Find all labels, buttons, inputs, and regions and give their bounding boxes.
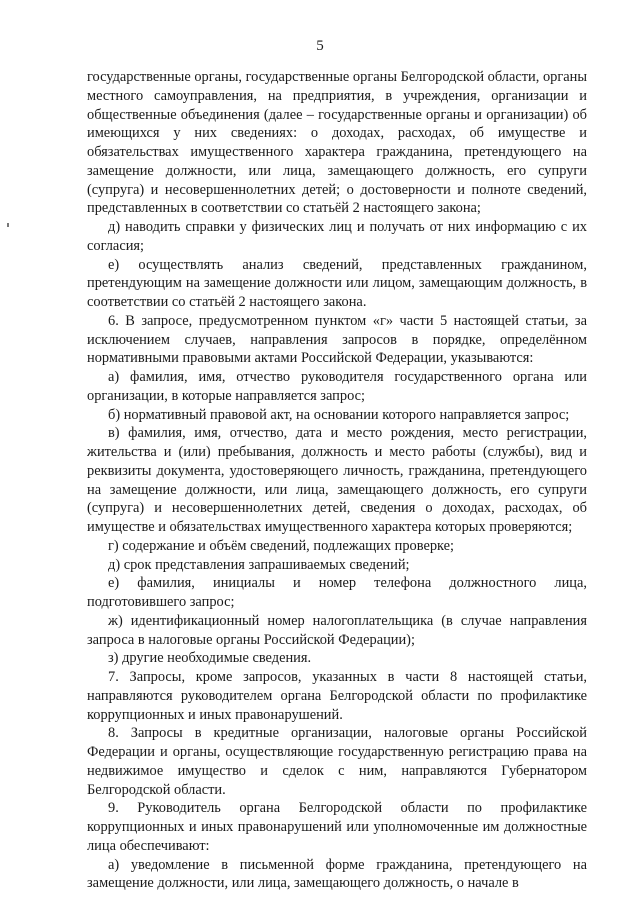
paragraph-6-g: г) содержание и объём сведений, подлежащих проверке; (108, 537, 455, 554)
paragraph-9: 9. Руководитель органа Белгородской области по профилактике коррупционных и иных правонарушений или уполномоченные им должностные лица обеспечивают: (87, 800, 587, 854)
paragraph-7: 7. Запросы, кроме запросов, указанных в части 8 настоящей статьи, направляются руководителем органа Белгородской области по профилактике коррупционных и иных правонарушений. (87, 669, 587, 723)
paragraph-6-z: з) другие необходимые сведения. (108, 650, 312, 667)
paragraph-6-e: е) фамилия, инициалы и номер телефона должностного лица, подготовившего запрос; (87, 575, 587, 610)
paragraph-6-a: а) фамилия, имя, отчество руководителя государственного органа или организации, в которые направляется запрос; (87, 369, 587, 404)
page-number: 5 (316, 38, 324, 54)
paragraph-continuation: государственные органы, государственные органы Белгородской области, органы местного самоуправления, на предприятия, в учреждения, организации и общественные объединения (далее – государственные органы и организации) об имеющихся у них сведениях: о доходах, расходах, об имуществе и обязательствах имущественного характера гражданина, претендующего на замещение должности, или лица, замещающего должность, его супруги (супруга) и несовершеннолетних детей; о достоверности и полноте сведений, представленных в соответствии со статьёй 2 настоящего закона; (87, 69, 587, 217)
paragraph-9-a: а) уведомление в письменной форме гражданина, претендующего на замещение должности, или лица, замещающего должность, о начале в (87, 856, 587, 892)
paragraph-6-d: д) срок представления запрашиваемых сведений; (108, 556, 410, 573)
margin-mark (7, 223, 9, 227)
paragraph-6: 6. В запросе, предусмотренном пунктом «г» части 5 настоящей статьи, за исключением случаев, направления запросов в порядке, определённом нормативными правовыми актами Российской Федерации, указываются: (87, 312, 587, 367)
paragraph-6-b: б) нормативный правовой акт, на основании которого направляется запрос; (108, 406, 570, 423)
paragraph-item-e: е) осуществлять анализ сведений, представленных гражданином, претендующим на замещение должности или лицом, замещающим должность, в соответствии со статьёй 2 настоящего закона. (87, 256, 587, 310)
paragraph-6-zh: ж) идентификационный номер налогоплательщика (в случае направления запроса в налоговые органы Российской Федерации); (87, 612, 587, 648)
paragraph-item-d: д) наводить справки у физических лиц и получать от них информацию с их согласия; (87, 219, 587, 254)
paragraph-8: 8. Запросы в кредитные организации, налоговые органы Российской Федерации и органы, осуществляющие государственную регистрацию права на недвижимое имущество и сделок с ним, направляются Губернатором Белгородской области. (87, 725, 587, 798)
paragraph-6-v: в) фамилия, имя, отчество, дата и место рождения, место регистрации, жительства и (или) пребывания, должность и место работы (службы), вид и реквизиты документа, удостоверяющего личность, гражданина, претендующего на замещение должности, или лица, замещающего должность, его супруги (супруга) и несовершеннолетних детей, сведения о доходах, расходах, об имуществе и обязательствах имущественного характера которых проверяются; (87, 425, 587, 535)
document-body (87, 68, 587, 893)
